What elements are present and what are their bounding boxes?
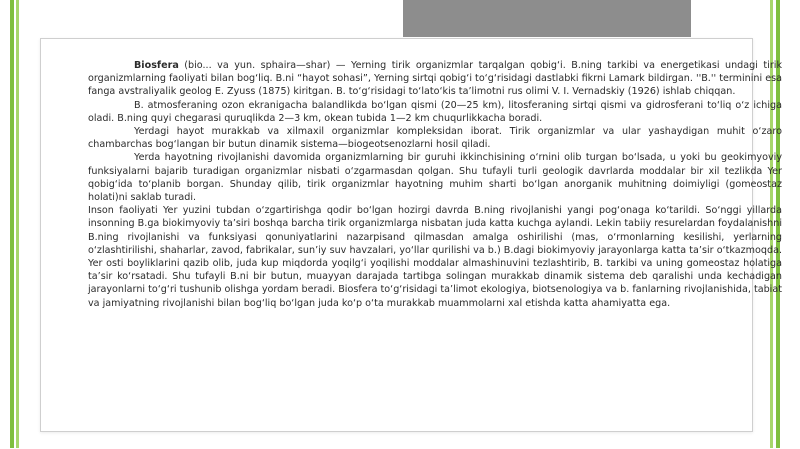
paragraph-1-text: (bio... va yun. sphaira—shar) — Yerning tirik organizmlar tarqalgan qobig‘i. B.ning tarkibi va energetikasi undagi tirik organizmlarning faoliyati bilan bog‘liq. B.ni “hayot sohasi”, Yerning sirtqi qobig‘i to‘g‘risidagi dastlabki fikrni Lamark bildirgan. ''B.'' terminini esa fanga avstraliyalik geolog E. Zyuss (1875) kiritgan. B. to‘g‘risidagi to‘lato‘kis ta’limotni rus olimi V. I. Vernadskiy (1926) ishlab chiqqan. [88,60,782,98]
left-accent-stripe [10,0,14,448]
paragraph-1 [88,59,782,99]
article-text [88,59,782,310]
paragraph-5: Inson faoliyati Yer yuzini tubdan o‘zgartirishga qodir bo‘lgan hozirgi davrda B.ning rivojlanishi yangi pog‘onaga ko‘tarildi. So‘nggi yillarda insonning B.ga biokimyoviy ta’siri boshqa barcha tirik organizmlarga nisbatan juda katta kuchga aylandi. Lekin tabiiy resurelardan foydalanishni B.ning rivojlanishi va funksiyasi qonuniyatlarini nazarpisand qilmasdan amalga oshirilishi (mas, o‘rmonlarning kesilishi, yerlarning o‘zlashtirilishi, shaharlar, zavod, fabrikalar, sun’iy suv havzalari, yo‘llar qurilishi va b.) B.dagi biokimyoviy jarayonlarga katta ta’sir o‘tkazmoqda. Yer osti boyliklarini qazib olib, juda kup miqdorda yoqilg‘i yoqilishi moddalar almashinuvini tezlashtirib, B. tarkibi va uning gomeostaz holatiga ta’sir ko‘rsatadi. Shu tufayli B.ni bir butun, muayyan darajada tartibga solingan murakkab dinamik sistema deb qaralishi unda kechadigan jarayonlarni to‘g‘ri tushunib olishga yordam beradi. Biosfera to‘g‘risidagi ta’limot ekologiya, biotsenologiya va b. fanlarning rivojlanishida, tabiat va jamiyatning rivojlanishi bilan bog‘liq bo‘lgan juda ko‘p o‘ta murakkab muammolarni xal etishda katta ahamiyatta ega. [88,205,782,309]
paragraph-2: B. atmosferaning ozon ekranigacha balandlikda bo‘lgan qismi (20—25 km), litosferaning sirtqi qismi va gidrosferani to‘liq o‘z ichiga oladi. B.ning quyi chegarasi quruqlikda 2—3 km, okean tubida 1—2 km chuqurlikkacha boradi. [88,99,782,124]
title-placeholder-bar [403,0,691,37]
paragraph-3: Yerdagi hayot murakkab va xilmaxil organizmlar kompleksidan iborat. Tirik organizmlar va ular yashaydigan muhit o‘zaro chambarchas bog‘langan bir butun dinamik sistema—biogeotsenozlarni hosil qiladi. [88,126,782,151]
paragraph-4: Yerda hayotning rivojlanishi davomida organizmlarning bir guruhi ikkinchisining o‘rnini olib turgan bo‘lsada, u yoki bu geokimyoviy funksiyalarni bajarib turadigan organizmlar nisbati o‘zgarmasdan qolgan. Shu tufayli turli geologik davrlarda moddalar bir xil tezlikda Yer qobig‘ida to‘planib borgan. Shunday qilib, tirik organizmlar hayotning muhim sharti bo‘lgan anorganik muhitning doimiyligi (gomeostaz holati)ni saklab turadi. [88,152,782,204]
left-accent-stripe-light [16,0,19,448]
term-biosfera: Biosfera [134,60,179,71]
